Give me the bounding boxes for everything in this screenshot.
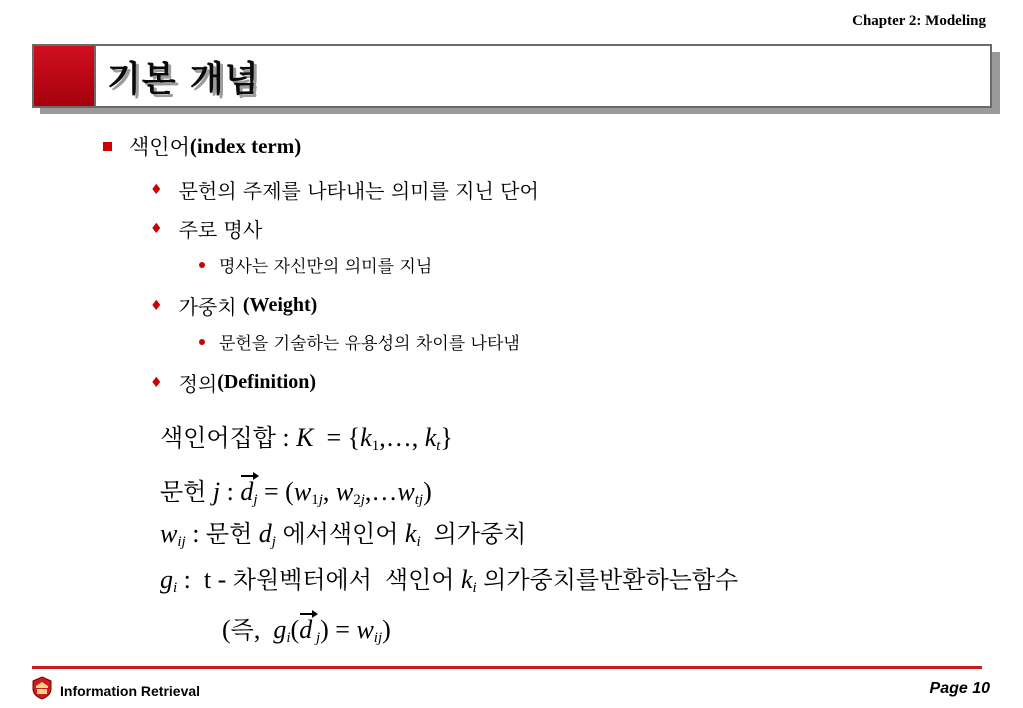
definition-kr: 정의 bbox=[178, 372, 218, 396]
diamond-bullet-icon: ♦ bbox=[150, 297, 163, 314]
formula-weight-text-3: 의가중치 bbox=[433, 520, 527, 548]
title-accent-block bbox=[34, 46, 94, 106]
noun-text: 주로 명사 bbox=[178, 218, 263, 242]
dot-bullet-icon bbox=[199, 339, 205, 345]
formula-function-g: $g_i$ : t - 차원벡터에서 색인어 $k_i$ 의가중치를반환하는함수 bbox=[160, 565, 739, 596]
slide-title: 기본 개념 bbox=[107, 60, 260, 100]
bullet-definition bbox=[150, 368, 316, 397]
weight-kr: 가중치 bbox=[178, 295, 237, 319]
footer-divider bbox=[32, 666, 982, 669]
bullet-meaning bbox=[150, 175, 539, 204]
formula-weight-definition: $w_{ij}$ : 문헌 $d_j$ 에서색인어 $k_i$ 의가중치 bbox=[160, 519, 527, 550]
formula-document-vector: 문헌 j : $d_j = (w_{1j}$, $w_{2j},\dots w_{tj}$) bbox=[160, 477, 432, 508]
bullet-index-term bbox=[103, 131, 301, 161]
formula-example-text: 즉 bbox=[230, 616, 254, 644]
formula-weight-text-2: 에서색인어 bbox=[282, 520, 399, 548]
meaning-text: 문헌의 주제를 나타내는 의미를 지닌 단어 bbox=[178, 179, 539, 203]
bullet-weight-sub bbox=[199, 329, 520, 354]
formula-g-text-2: 색인어 bbox=[384, 566, 455, 594]
formula-g-text-1: 차원벡터에서 bbox=[232, 566, 372, 594]
noun-sub-text: 명사는 자신만의 의미를 지님 bbox=[219, 257, 433, 277]
weight-sub-text: 문헌을 기술하는 유용성의 차이를 나타냄 bbox=[219, 334, 520, 354]
weight-en: (Weight) bbox=[242, 294, 318, 316]
chapter-header: Chapter 2: Modeling bbox=[852, 13, 986, 29]
bullet-noun-sub bbox=[199, 252, 432, 277]
formula-example: (즉, $g_i(d$ $_j) = w_{ij}$) bbox=[222, 615, 391, 646]
square-bullet-icon bbox=[103, 142, 112, 151]
formula-g-text-3: 의가중치를반환하는함수 bbox=[483, 566, 739, 594]
index-term-en: (index term) bbox=[189, 133, 302, 158]
title-bar bbox=[32, 44, 992, 108]
diamond-bullet-icon: ♦ bbox=[150, 220, 163, 237]
formula-document-label: 문헌 bbox=[160, 478, 207, 506]
definition-en: (Definition) bbox=[217, 371, 317, 393]
diamond-bullet-icon: ♦ bbox=[150, 181, 163, 198]
bullet-weight bbox=[150, 291, 317, 320]
dot-bullet-icon bbox=[199, 262, 205, 268]
formula-index-set-label: 색인어집합 bbox=[160, 424, 276, 452]
footer-course: Information Retrieval bbox=[60, 683, 201, 699]
title-divider bbox=[94, 46, 96, 106]
formula-weight-text-1: 문헌 bbox=[205, 520, 253, 548]
formula-index-term-set: 색인어집합 : $K = \{k_1,\dots$, $k_t$} bbox=[160, 423, 453, 454]
diamond-bullet-icon: ♦ bbox=[150, 374, 163, 391]
index-term-kr: 색인어 bbox=[129, 135, 190, 159]
university-logo-icon bbox=[32, 676, 52, 700]
page-number: Page 10 bbox=[929, 680, 990, 697]
bullet-noun bbox=[150, 214, 262, 243]
